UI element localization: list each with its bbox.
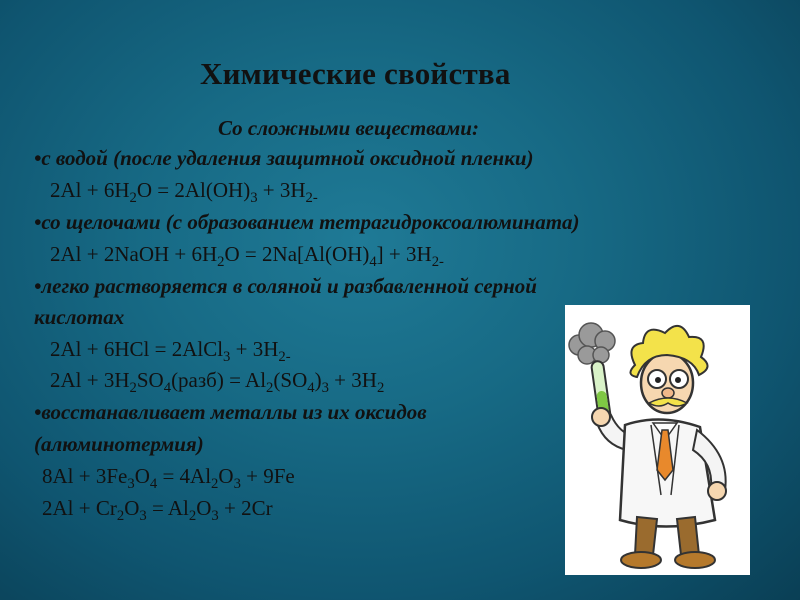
equation-hcl: 2Al + 6HCl = 2AlCl$_3$ + $3H_{2-}$ [50,337,291,366]
bullet-water: •с водой (после удаления защитной оксидной пленки) [34,146,534,170]
equation-cr: $2Al + Cr_2O_3 = Al_2O_3 + 2Cr$ [42,496,273,525]
scientist-icon [565,305,750,575]
bullet-alkali: •со щелочами (с образованием тетрагидроксоалюмината) [34,210,580,234]
bullet-reduce-line2: (алюминотермия) [34,432,204,456]
slide-title: Химические свойства [200,56,511,91]
equation-h2so4: $2Al + 3H_2SO_4(разб) = Al_2(SO_4)_3 + 3H_2$ [50,368,385,397]
equation-water: $2Al + 6H_2O = 2Al(OH)_3 + 3H_{2-}$ [50,178,318,207]
equation-alkali: 2Al + 2NaOH + $6H_2O = 2Na[Al(OH)_4] + 3H_{2-}$ [50,242,444,271]
bullet-acids-line1: •легко растворяется в соляной и разбавленной серной [34,274,537,298]
slide-subtitle: Со сложными веществами: [218,116,479,140]
bullet-reduce-line1: •восстанавливает металлы из их оксидов [34,400,427,424]
bullet-acids-line2: кислотах [34,305,125,329]
equation-fe: $8Al + 3Fe_3O_4 = 4Al_2O_3 + 9Fe$ [42,464,295,493]
